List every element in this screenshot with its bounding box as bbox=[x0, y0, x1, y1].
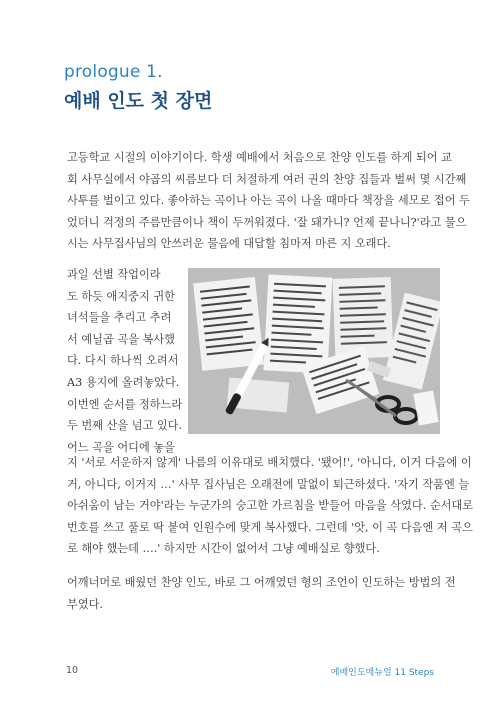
text-line: 시는 사무집사님의 안쓰러운 물음에 대답할 침마저 마른 지 오래다. bbox=[67, 237, 391, 251]
chapter-title: 예배 인도 첫 장면 bbox=[64, 90, 213, 112]
text-line: 과일 선별 작업이라 bbox=[67, 268, 161, 281]
chapter-label: prologue 1. bbox=[64, 62, 163, 82]
sheet-music-photo bbox=[188, 268, 440, 434]
text-line: 다. 다시 하나씩 오려서 bbox=[67, 354, 179, 368]
text-line: 회 사무실에서 야곱의 씨름보다 더 처절하게 여러 권의 찬양 집들과 벌써 몇 시간째 bbox=[67, 172, 467, 186]
text-line: 사투를 벌이고 있다. 좋아하는 곡이나 아는 곡이 나올 때마다 책장을 세모로 접어 두 bbox=[67, 194, 470, 208]
text-line: 두 번째 산을 넘고 있다. bbox=[67, 419, 183, 433]
page-number: 10 bbox=[66, 665, 79, 676]
text-line: 아쉬움이 남는 거야'라는 누군가의 숭고한 가르침을 받들어 마음을 삭였다. 순서대로 bbox=[67, 499, 474, 513]
text-line: 도 하듯 애지중지 귀한 bbox=[67, 289, 175, 303]
text-line: 로 해야 했는데 ….' 하지만 시간이 없어서 그냥 예배실로 향했다. bbox=[67, 542, 380, 556]
text-line: 지 '서로 서운하지 않게' 나름의 이유대로 배치했다. '됐어!', '아니다, 이거 다음에 이 bbox=[67, 456, 472, 469]
text-line: 고등학교 시절의 이야기이다. 학생 예배에서 처음으로 찬양 인도를 하게 되어 교 bbox=[67, 151, 452, 164]
paragraph-3 bbox=[67, 572, 456, 615]
text-line: 거, 아니다, 이거지 …' 사무 집사님은 오래전에 말없이 퇴근하셨다. '자기 작품엔 늘 bbox=[67, 477, 470, 491]
text-line: 번호를 쓰고 풀로 딱 붙여 인원수에 맞게 복사했다. 그런데 '앗, 이 곡 다음엔 저 곡으 bbox=[67, 520, 473, 534]
text-line: 었더니 걱정의 주름만큼이나 책이 두꺼워졌다. '잘 돼가니? 언제 끝나니?'라고 물으 bbox=[67, 215, 467, 229]
text-line: 부였다. bbox=[67, 597, 103, 611]
text-line: A3 용지에 올려놓았다. bbox=[67, 375, 180, 389]
text-line: 서 예닐곱 곡을 복사했 bbox=[67, 332, 175, 346]
running-footer-title: 예배인도매뉴얼 11 Steps bbox=[330, 668, 434, 678]
paragraph-2-continued bbox=[67, 452, 474, 560]
text-line: 녀석들을 추리고 추려 bbox=[67, 311, 172, 325]
text-line: 이번엔 순서를 정하느라 bbox=[67, 397, 183, 411]
text-line: 어깨너머로 배웠던 찬양 인도, 바로 그 어깨였던 형의 조언이 인도하는 방법의 전 bbox=[67, 576, 456, 589]
paragraph-1 bbox=[67, 147, 470, 255]
text-line: 어느 곡을 어디에 놓을 bbox=[67, 440, 175, 454]
